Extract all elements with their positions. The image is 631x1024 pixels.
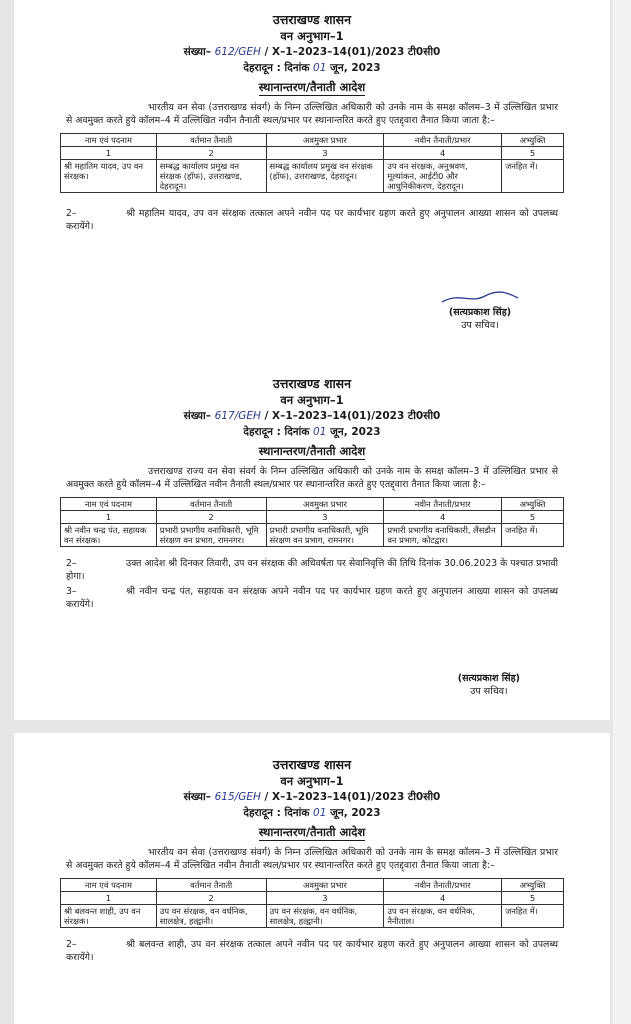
order-sheet-1 [14, 0, 610, 352]
cell-name: श्री नवीन चन्द्र पंत, सहायक वन संरक्षक। [61, 524, 157, 547]
cell-relieved-charge: प्रभारी प्रभागीय वनाधिकारी, भूमि संरक्षण वन प्रभाग, रामनगर। [266, 524, 384, 547]
cell-new-posting: प्रभारी प्रभागीय वनाधिकारी, लैंसडौन वन प्रभाग, कोटद्वार। [384, 524, 502, 547]
signature-block [458, 672, 520, 698]
column-header: नाम एवं पदनाम [61, 498, 157, 511]
order-header [14, 376, 610, 440]
order-title [14, 825, 610, 840]
cell-current-posting: उप वन संरक्षक, वन वर्धनिक, सालक्षेत्र, हल्द्वानी। [156, 905, 266, 928]
text-fragment: / X–1–2023–14(01)/2023 टी0सी0 [264, 791, 441, 803]
cell-new-posting: उप वन संरक्षक, अनुश्रवण, मूल्यांकन, आईटी0 और आधुनिकीकरण, देहरादून। [384, 160, 502, 193]
order-number [14, 44, 610, 60]
column-header: अभ्युक्ति [502, 879, 564, 892]
order-para [66, 557, 558, 583]
signature-block [440, 290, 520, 332]
signature-scribble [440, 290, 520, 306]
text-fragment: / X–1–2023–14(01)/2023 टी0सी0 [264, 410, 441, 422]
text-fragment: भारतीय वन सेवा (उत्तराखण्ड संवर्ग) के निम्न उल्लिखित अधिकारी को उनके नाम के समक्ष कॉलम–3 में उल्लिखित प्रभार से अवमुक्त करते हुये कॉलम–4 में उल्लिखित नवीन तैनाती स्थल/प्रभार पर स्थानान्तरित करते हुए एतद्द्वारा तैनात किया जाता है:– [66, 847, 558, 871]
government-name: उत्तराखण्ड शासन [272, 757, 352, 772]
text-fragment: संख्या– [183, 46, 211, 58]
table-row [61, 905, 564, 928]
order-date [14, 805, 610, 821]
column-header: वर्तमान तैनाती [156, 134, 266, 147]
order-date [14, 60, 610, 76]
text-fragment: देहरादून : दिनांक [243, 807, 310, 819]
cell-current-posting: प्रभारी प्रभागीय वनाधिकारी, भूमि संरक्षण वन प्रभाग, रामनगर। [156, 524, 266, 547]
signatory-name: (सत्यप्रकाश सिंह) [448, 307, 512, 318]
table-cell: 4 [384, 511, 502, 524]
order-sheet-2 [14, 352, 610, 720]
order-header [14, 757, 610, 821]
column-number-row [61, 147, 564, 160]
text-fragment: स्थानान्तरण/तैनाती आदेश [258, 80, 366, 94]
cell-remark: जनहित में। [502, 905, 564, 928]
department-name: वन अनुभाग–1 [280, 29, 344, 43]
column-header: अवमुक्त प्रभार [266, 498, 384, 511]
order-para [66, 938, 558, 964]
column-number-row [61, 892, 564, 905]
table-cell: 5 [502, 147, 564, 160]
cell-name: श्री बलवन्त शाही, उप वन संरक्षक। [61, 905, 157, 928]
cell-relieved-charge: उप वन संरक्षक, वन वर्धनिक, सालक्षेत्र, हल्द्वानी। [266, 905, 384, 928]
signatory-title: उप सचिव। [470, 686, 508, 697]
government-name: उत्तराखण्ड शासन [272, 12, 352, 27]
table-cell: 4 [384, 147, 502, 160]
text-fragment: श्री बलवन्त शाही, उप वन संरक्षक तत्काल अपने नवीन पद पर कार्यभार ग्रहण करते हुए अनुपालन आख्या शासन को उपलब्ध करायेंगे। [66, 939, 558, 963]
table-cell: 1 [61, 892, 157, 905]
column-number-row [61, 511, 564, 524]
table-header-row [61, 498, 564, 511]
text-fragment: भारतीय वन सेवा (उत्तराखण्ड संवर्ग) के निम्न उल्लिखित अधिकारी को उनके नाम के समक्ष कॉलम–3 में उल्लिखित प्रभार से अवमुक्त करते हुये कॉलम–4 में उल्लिखित नवीन तैनाती स्थल/प्रभार पर स्थानान्तरित करते हुए एतद्द्वारा तैनात किया जाता है:– [66, 102, 558, 126]
cell-new-posting: उप वन संरक्षक, वन वर्धनिक, नैनीताल। [384, 905, 502, 928]
department-name: वन अनुभाग–1 [280, 393, 344, 407]
table-cell: 3 [266, 147, 384, 160]
handwritten-number: 615/GEH [214, 791, 261, 803]
table-row [61, 160, 564, 193]
order-title [14, 444, 610, 459]
column-header: वर्तमान तैनाती [156, 498, 266, 511]
text-fragment: देहरादून : दिनांक [243, 62, 310, 74]
cell-remark: जनहित में। [502, 160, 564, 193]
column-header: नवीन तैनाती/प्रभार [384, 879, 502, 892]
table-header-row [61, 134, 564, 147]
text-fragment: 2– [66, 558, 77, 569]
order-intro [66, 846, 558, 872]
text-fragment: 2– [66, 939, 77, 950]
column-header: अवमुक्त प्रभार [266, 134, 384, 147]
order-intro [66, 465, 558, 491]
column-header: नवीन तैनाती/प्रभार [384, 134, 502, 147]
order-number [14, 789, 610, 805]
government-name: उत्तराखण्ड शासन [272, 376, 352, 391]
table-cell: 5 [502, 511, 564, 524]
table-cell: 2 [156, 147, 266, 160]
order-para [66, 207, 558, 233]
table-cell: 1 [61, 511, 157, 524]
text-fragment: संख्या– [183, 791, 211, 803]
table-row [61, 524, 564, 547]
transfer-table [60, 133, 564, 193]
order-title [14, 80, 610, 95]
text-fragment: जून, 2023 [330, 62, 381, 74]
text-fragment: 01 [313, 426, 327, 438]
transfer-table [60, 878, 564, 928]
text-fragment: श्री नवीन चन्द्र पंत, सहायक वन संरक्षक अपने नवीन पद पर कार्यभार ग्रहण करते हुए अनुपालन आख्या शासन को उपलब्ध करायेंगे। [66, 586, 558, 610]
transfer-table [60, 497, 564, 547]
table-cell: 2 [156, 892, 266, 905]
text-fragment: 3– [66, 586, 77, 597]
text-fragment: 2– [66, 208, 77, 219]
department-name: वन अनुभाग–1 [280, 774, 344, 788]
signatory-title: उप सचिव। [461, 320, 499, 331]
text-fragment: देहरादून : दिनांक [243, 426, 310, 438]
column-header: अभ्युक्ति [502, 498, 564, 511]
column-header: अवमुक्त प्रभार [266, 879, 384, 892]
order-intro [66, 101, 558, 127]
table-cell: 2 [156, 511, 266, 524]
cell-current-posting: सम्बद्ध कार्यालय प्रमुख वन संरक्षक (हॉफ), उत्तराखण्ड, देहरादून। [156, 160, 266, 193]
table-cell: 3 [266, 892, 384, 905]
handwritten-number: 612/GEH [214, 46, 261, 58]
text-fragment: स्थानान्तरण/तैनाती आदेश [258, 825, 366, 839]
handwritten-number: 617/GEH [214, 410, 261, 422]
text-fragment: श्री महातिम यादव, उप वन संरक्षक तत्काल अपने नवीन पद पर कार्यभार ग्रहण करते हुए अनुपालन आख्या शासन को उपलब्ध करायेंगे। [66, 208, 558, 232]
text-fragment: / X–1–2023–14(01)/2023 टी0सी0 [264, 46, 441, 58]
order-header [14, 12, 610, 76]
table-cell: 4 [384, 892, 502, 905]
order-date [14, 424, 610, 440]
text-fragment: जून, 2023 [330, 426, 381, 438]
signatory-name: (सत्यप्रकाश सिंह) [457, 673, 520, 684]
text-fragment: उक्त आदेश श्री दिनकर तिवारी, उप वन संरक्षक की अधिवर्षता पर सेवानिवृत्ति की तिथि दिनांक 30.06.2023 के पश्चात प्रभावी होगा। [66, 558, 558, 582]
page-edge [613, 0, 631, 1024]
order-para [66, 585, 558, 611]
text-fragment: उत्तराखण्ड राज्य वन सेवा संवर्ग के निम्न उल्लिखित अधिकारी को उनके नाम के समक्ष कॉलम–3 में उल्लिखित प्रभार से अवमुक्त करते हुये कॉलम–4 में उल्लिखित नवीन तैनाती स्थल/प्रभार पर स्थानान्तरित करते हुए एतद्द्वारा तैनात किया जाता है:– [66, 466, 558, 490]
table-cell: 1 [61, 147, 157, 160]
column-header: नाम एवं पदनाम [61, 134, 157, 147]
column-header: नवीन तैनाती/प्रभार [384, 498, 502, 511]
cell-relieved-charge: सम्बद्ध कार्यालय प्रमुख वन संरक्षक (हॉफ), उत्तराखण्ड, देहरादून। [266, 160, 384, 193]
table-cell: 5 [502, 892, 564, 905]
order-number [14, 408, 610, 424]
text-fragment: स्थानान्तरण/तैनाती आदेश [258, 444, 366, 458]
column-header: नाम एवं पदनाम [61, 879, 157, 892]
cell-name: श्री महातिम यादव, उप वन संरक्षक। [61, 160, 157, 193]
table-header-row [61, 879, 564, 892]
text-fragment: जून, 2023 [330, 807, 381, 819]
order-sheet-3 [14, 733, 610, 1024]
table-cell: 3 [266, 511, 384, 524]
column-header: वर्तमान तैनाती [156, 879, 266, 892]
text-fragment: 01 [313, 62, 327, 74]
cell-remark: जनहित में। [502, 524, 564, 547]
column-header: अभ्युक्ति [502, 134, 564, 147]
text-fragment: संख्या– [183, 410, 211, 422]
text-fragment: 01 [313, 807, 327, 819]
